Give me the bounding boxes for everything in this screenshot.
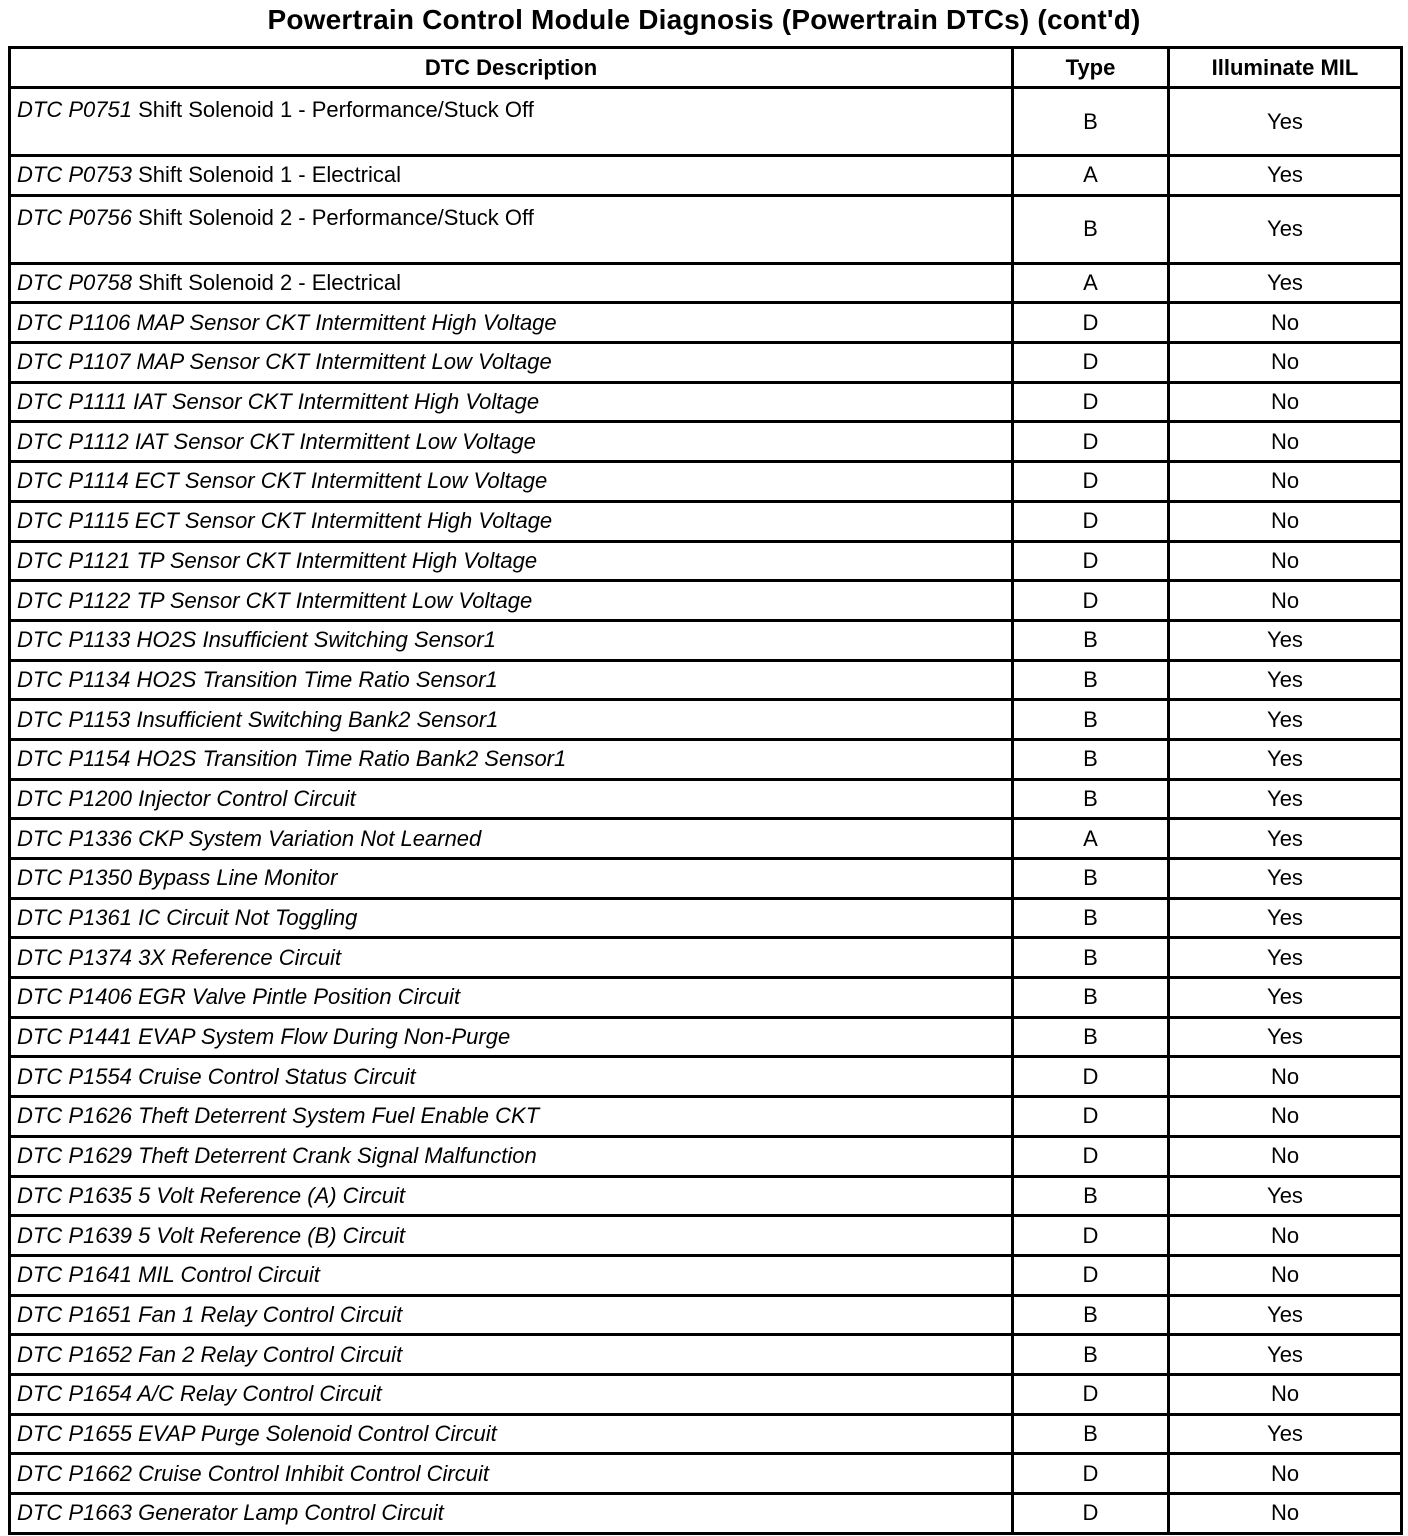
dtc-description-text: A/C Relay Control Circuit [137, 1381, 382, 1407]
dtc-description-text: 5 Volt Reference (B) Circuit [138, 1222, 406, 1248]
dtc-code: DTC P1112 [17, 428, 129, 454]
dtc-description-text: IAT Sensor CKT Intermittent Low Voltage [134, 428, 536, 454]
dtc-code: DTC P1374 [17, 944, 132, 970]
dtc-code: DTC P1154 [17, 746, 131, 772]
table-row [10, 898, 1402, 938]
dtc-description-cell [10, 303, 1013, 343]
illuminate-mil-cell: Yes [1169, 700, 1402, 740]
illuminate-mil-cell: Yes [1169, 88, 1402, 156]
dtc-description-text: Cruise Control Inhibit Control Circuit [138, 1460, 489, 1486]
table-row [10, 303, 1402, 343]
dtc-description-cell [10, 660, 1013, 700]
dtc-description-cell [10, 156, 1013, 196]
dtc-type-cell: D [1013, 1374, 1169, 1414]
dtc-code: DTC P1133 [17, 627, 131, 653]
dtc-type-cell: D [1013, 422, 1169, 462]
table-row [10, 263, 1402, 303]
dtc-type-cell: B [1013, 88, 1169, 156]
dtc-description-text: Fan 1 Relay Control Circuit [138, 1301, 403, 1327]
dtc-type-cell: B [1013, 898, 1169, 938]
dtc-type-cell: B [1013, 1335, 1169, 1375]
dtc-code: DTC P1114 [17, 468, 129, 494]
dtc-description-text: Fan 2 Relay Control Circuit [138, 1341, 403, 1367]
table-row [10, 859, 1402, 899]
dtc-description-text: Shift Solenoid 2 - Electrical [138, 270, 401, 296]
dtc-code: DTC P1655 [17, 1420, 132, 1446]
illuminate-mil-cell: No [1169, 1057, 1402, 1097]
dtc-code: DTC P1651 [17, 1301, 132, 1327]
table-row [10, 1017, 1402, 1057]
dtc-type-cell: D [1013, 382, 1169, 422]
dtc-description-text: TP Sensor CKT Intermittent High Voltage [136, 547, 538, 573]
dtc-type-cell: A [1013, 156, 1169, 196]
page-title: Powertrain Control Module Diagnosis (Powertrain DTCs) (cont'd) [267, 4, 1141, 35]
dtc-description-cell [10, 1335, 1013, 1375]
table-body [10, 88, 1402, 1534]
illuminate-mil-cell: Yes [1169, 1176, 1402, 1216]
dtc-description-cell [10, 263, 1013, 303]
dtc-type-cell: B [1013, 700, 1169, 740]
dtc-type-cell: B [1013, 660, 1169, 700]
table-row [10, 1414, 1402, 1454]
dtc-description-text: Shift Solenoid 2 - Performance/Stuck Off [138, 204, 534, 230]
illuminate-mil-cell: No [1169, 1454, 1402, 1494]
dtc-code: DTC P1639 [17, 1222, 132, 1248]
dtc-type-cell: B [1013, 1017, 1169, 1057]
dtc-description-text: HO2S Transition Time Ratio Bank2 Sensor1 [136, 746, 567, 772]
dtc-code: DTC P1115 [17, 508, 129, 534]
dtc-description-cell [10, 1057, 1013, 1097]
illuminate-mil-cell: Yes [1169, 263, 1402, 303]
table-row [10, 156, 1402, 196]
dtc-code: DTC P1153 [17, 706, 131, 732]
table-row [10, 1216, 1402, 1256]
dtc-code: DTC P1626 [17, 1103, 132, 1129]
dtc-description-cell [10, 422, 1013, 462]
dtc-description-cell [10, 739, 1013, 779]
table-row [10, 1057, 1402, 1097]
dtc-type-cell: B [1013, 739, 1169, 779]
dtc-description-text: EGR Valve Pintle Position Circuit [138, 984, 461, 1010]
header-description: DTC Description [10, 48, 1013, 88]
dtc-code: DTC P1134 [17, 666, 131, 692]
illuminate-mil-cell: No [1169, 303, 1402, 343]
dtc-type-cell: D [1013, 1255, 1169, 1295]
dtc-type-cell: B [1013, 779, 1169, 819]
dtc-type-cell: D [1013, 462, 1169, 502]
illuminate-mil-cell: Yes [1169, 1295, 1402, 1335]
illuminate-mil-cell: No [1169, 382, 1402, 422]
dtc-table [8, 46, 1403, 1535]
dtc-type-cell: B [1013, 620, 1169, 660]
table-row [10, 700, 1402, 740]
dtc-description-cell [10, 1255, 1013, 1295]
dtc-description-text: HO2S Transition Time Ratio Sensor1 [136, 666, 498, 692]
table-row [10, 1097, 1402, 1137]
dtc-description-cell [10, 541, 1013, 581]
dtc-code: DTC P1629 [17, 1143, 132, 1169]
dtc-description-cell [10, 978, 1013, 1018]
dtc-code: DTC P1350 [17, 865, 132, 891]
dtc-code: DTC P0751 [17, 97, 132, 122]
dtc-code: DTC P0758 [17, 270, 132, 296]
illuminate-mil-cell: Yes [1169, 660, 1402, 700]
table-row [10, 938, 1402, 978]
illuminate-mil-cell: No [1169, 501, 1402, 541]
dtc-description-cell [10, 343, 1013, 383]
table-row [10, 501, 1402, 541]
illuminate-mil-cell: No [1169, 541, 1402, 581]
dtc-type-cell: B [1013, 1295, 1169, 1335]
illuminate-mil-cell: Yes [1169, 1335, 1402, 1375]
table-row [10, 343, 1402, 383]
dtc-code: DTC P1663 [17, 1500, 132, 1526]
dtc-description-text: Theft Deterrent Crank Signal Malfunction [138, 1143, 537, 1169]
dtc-type-cell: B [1013, 859, 1169, 899]
dtc-type-cell: B [1013, 978, 1169, 1018]
table-row [10, 978, 1402, 1018]
dtc-description-text: Shift Solenoid 1 - Electrical [138, 162, 401, 188]
dtc-description-cell [10, 779, 1013, 819]
dtc-code: DTC P1635 [17, 1182, 132, 1208]
dtc-type-cell: D [1013, 1097, 1169, 1137]
dtc-type-cell: D [1013, 581, 1169, 621]
illuminate-mil-cell: No [1169, 1374, 1402, 1414]
table-header-row [10, 48, 1402, 88]
header-type: Type [1013, 48, 1169, 88]
illuminate-mil-cell: No [1169, 343, 1402, 383]
table-row [10, 1335, 1402, 1375]
table-row [10, 739, 1402, 779]
dtc-description-text: Shift Solenoid 1 - Performance/Stuck Off [138, 97, 534, 122]
dtc-description-text: ECT Sensor CKT Intermittent High Voltage [134, 508, 553, 534]
header-illuminate-mil: Illuminate MIL [1169, 48, 1402, 88]
table-row [10, 195, 1402, 263]
illuminate-mil-cell: No [1169, 422, 1402, 462]
dtc-type-cell: D [1013, 541, 1169, 581]
dtc-description-cell [10, 898, 1013, 938]
dtc-description-cell [10, 1017, 1013, 1057]
illuminate-mil-cell: Yes [1169, 859, 1402, 899]
dtc-code: DTC P1641 [17, 1262, 132, 1288]
dtc-type-cell: B [1013, 1414, 1169, 1454]
illuminate-mil-cell: Yes [1169, 156, 1402, 196]
table-row [10, 620, 1402, 660]
dtc-type-cell: D [1013, 1057, 1169, 1097]
table-row [10, 1176, 1402, 1216]
dtc-description-text: Bypass Line Monitor [138, 865, 338, 891]
dtc-description-text: ECT Sensor CKT Intermittent Low Voltage [134, 468, 548, 494]
dtc-type-cell: B [1013, 938, 1169, 978]
dtc-code: DTC P1122 [17, 587, 131, 613]
illuminate-mil-cell: No [1169, 462, 1402, 502]
dtc-type-cell: A [1013, 819, 1169, 859]
dtc-description-cell [10, 819, 1013, 859]
dtc-description-text: EVAP Purge Solenoid Control Circuit [138, 1420, 497, 1446]
dtc-description-text: TP Sensor CKT Intermittent Low Voltage [136, 587, 533, 613]
illuminate-mil-cell: No [1169, 1097, 1402, 1137]
dtc-description-cell [10, 88, 1013, 156]
table-row [10, 581, 1402, 621]
dtc-code: DTC P1554 [17, 1063, 132, 1089]
dtc-type-cell: D [1013, 343, 1169, 383]
dtc-description-cell [10, 1136, 1013, 1176]
dtc-type-cell: D [1013, 501, 1169, 541]
dtc-description-text: 5 Volt Reference (A) Circuit [138, 1182, 406, 1208]
table-row [10, 422, 1402, 462]
illuminate-mil-cell: Yes [1169, 938, 1402, 978]
dtc-type-cell: B [1013, 1176, 1169, 1216]
dtc-code: DTC P1406 [17, 984, 132, 1010]
table-row [10, 462, 1402, 502]
dtc-description-cell [10, 501, 1013, 541]
dtc-description-cell [10, 1295, 1013, 1335]
table-row [10, 382, 1402, 422]
table-row [10, 1454, 1402, 1494]
dtc-description-text: Cruise Control Status Circuit [138, 1063, 416, 1089]
illuminate-mil-cell: Yes [1169, 1017, 1402, 1057]
dtc-description-cell [10, 1176, 1013, 1216]
dtc-description-cell [10, 1454, 1013, 1494]
dtc-description-text: Injector Control Circuit [138, 785, 356, 811]
dtc-type-cell: D [1013, 1494, 1169, 1534]
dtc-description-cell [10, 1216, 1013, 1256]
dtc-type-cell: D [1013, 1136, 1169, 1176]
dtc-code: DTC P1662 [17, 1460, 132, 1486]
dtc-description-cell [10, 700, 1013, 740]
illuminate-mil-cell: Yes [1169, 779, 1402, 819]
table-row [10, 819, 1402, 859]
dtc-code: DTC P1361 [17, 905, 132, 931]
dtc-description-text: Insufficient Switching Bank2 Sensor1 [136, 706, 499, 732]
dtc-code: DTC P1441 [17, 1024, 132, 1050]
dtc-code: DTC P1121 [17, 547, 131, 573]
table-row [10, 88, 1402, 156]
dtc-code: DTC P1654 [17, 1381, 132, 1407]
dtc-description-cell [10, 938, 1013, 978]
table-row [10, 779, 1402, 819]
dtc-description-text: Generator Lamp Control Circuit [138, 1500, 444, 1526]
dtc-description-text: MIL Control Circuit [138, 1262, 320, 1288]
illuminate-mil-cell: Yes [1169, 819, 1402, 859]
dtc-code: DTC P1107 [17, 349, 131, 375]
dtc-code: DTC P0753 [17, 162, 132, 188]
illuminate-mil-cell: Yes [1169, 739, 1402, 779]
dtc-description-cell [10, 382, 1013, 422]
dtc-code: DTC P1200 [17, 785, 132, 811]
dtc-type-cell: D [1013, 1216, 1169, 1256]
dtc-description-text: EVAP System Flow During Non-Purge [138, 1024, 511, 1050]
dtc-description-cell [10, 1494, 1013, 1534]
table-row [10, 660, 1402, 700]
table-row [10, 1136, 1402, 1176]
illuminate-mil-cell: No [1169, 581, 1402, 621]
dtc-type-cell: D [1013, 1454, 1169, 1494]
illuminate-mil-cell: Yes [1169, 620, 1402, 660]
illuminate-mil-cell: No [1169, 1255, 1402, 1295]
illuminate-mil-cell: No [1169, 1494, 1402, 1534]
illuminate-mil-cell: No [1169, 1216, 1402, 1256]
dtc-code: DTC P0756 [17, 204, 132, 230]
dtc-code: DTC P1106 [17, 309, 131, 335]
illuminate-mil-cell: Yes [1169, 978, 1402, 1018]
dtc-description-text: Theft Deterrent System Fuel Enable CKT [138, 1103, 540, 1129]
dtc-description-text: HO2S Insufficient Switching Sensor1 [136, 627, 496, 653]
dtc-description-text: 3X Reference Circuit [138, 944, 342, 970]
dtc-description-cell [10, 620, 1013, 660]
dtc-type-cell: A [1013, 263, 1169, 303]
dtc-type-cell: D [1013, 303, 1169, 343]
dtc-description-cell [10, 859, 1013, 899]
illuminate-mil-cell: No [1169, 1136, 1402, 1176]
illuminate-mil-cell: Yes [1169, 1414, 1402, 1454]
dtc-description-cell [10, 462, 1013, 502]
table-row [10, 1255, 1402, 1295]
table-row [10, 541, 1402, 581]
dtc-description-cell [10, 1097, 1013, 1137]
dtc-description-cell [10, 581, 1013, 621]
dtc-description-text: MAP Sensor CKT Intermittent Low Voltage [136, 349, 552, 375]
illuminate-mil-cell: Yes [1169, 195, 1402, 263]
dtc-type-cell: B [1013, 195, 1169, 263]
dtc-description-text: IAT Sensor CKT Intermittent High Voltage [133, 389, 540, 415]
dtc-description-cell [10, 1374, 1013, 1414]
dtc-description-cell [10, 195, 1013, 263]
dtc-description-cell [10, 1414, 1013, 1454]
dtc-description-text: MAP Sensor CKT Intermittent High Voltage [136, 309, 557, 335]
illuminate-mil-cell: Yes [1169, 898, 1402, 938]
dtc-code: DTC P1336 [17, 825, 132, 851]
dtc-description-text: IC Circuit Not Toggling [138, 905, 358, 931]
table-row [10, 1374, 1402, 1414]
table-row [10, 1494, 1402, 1534]
table-row [10, 1295, 1402, 1335]
dtc-description-text: CKP System Variation Not Learned [138, 825, 482, 851]
dtc-code: DTC P1652 [17, 1341, 132, 1367]
dtc-code: DTC P1111 [17, 389, 128, 415]
